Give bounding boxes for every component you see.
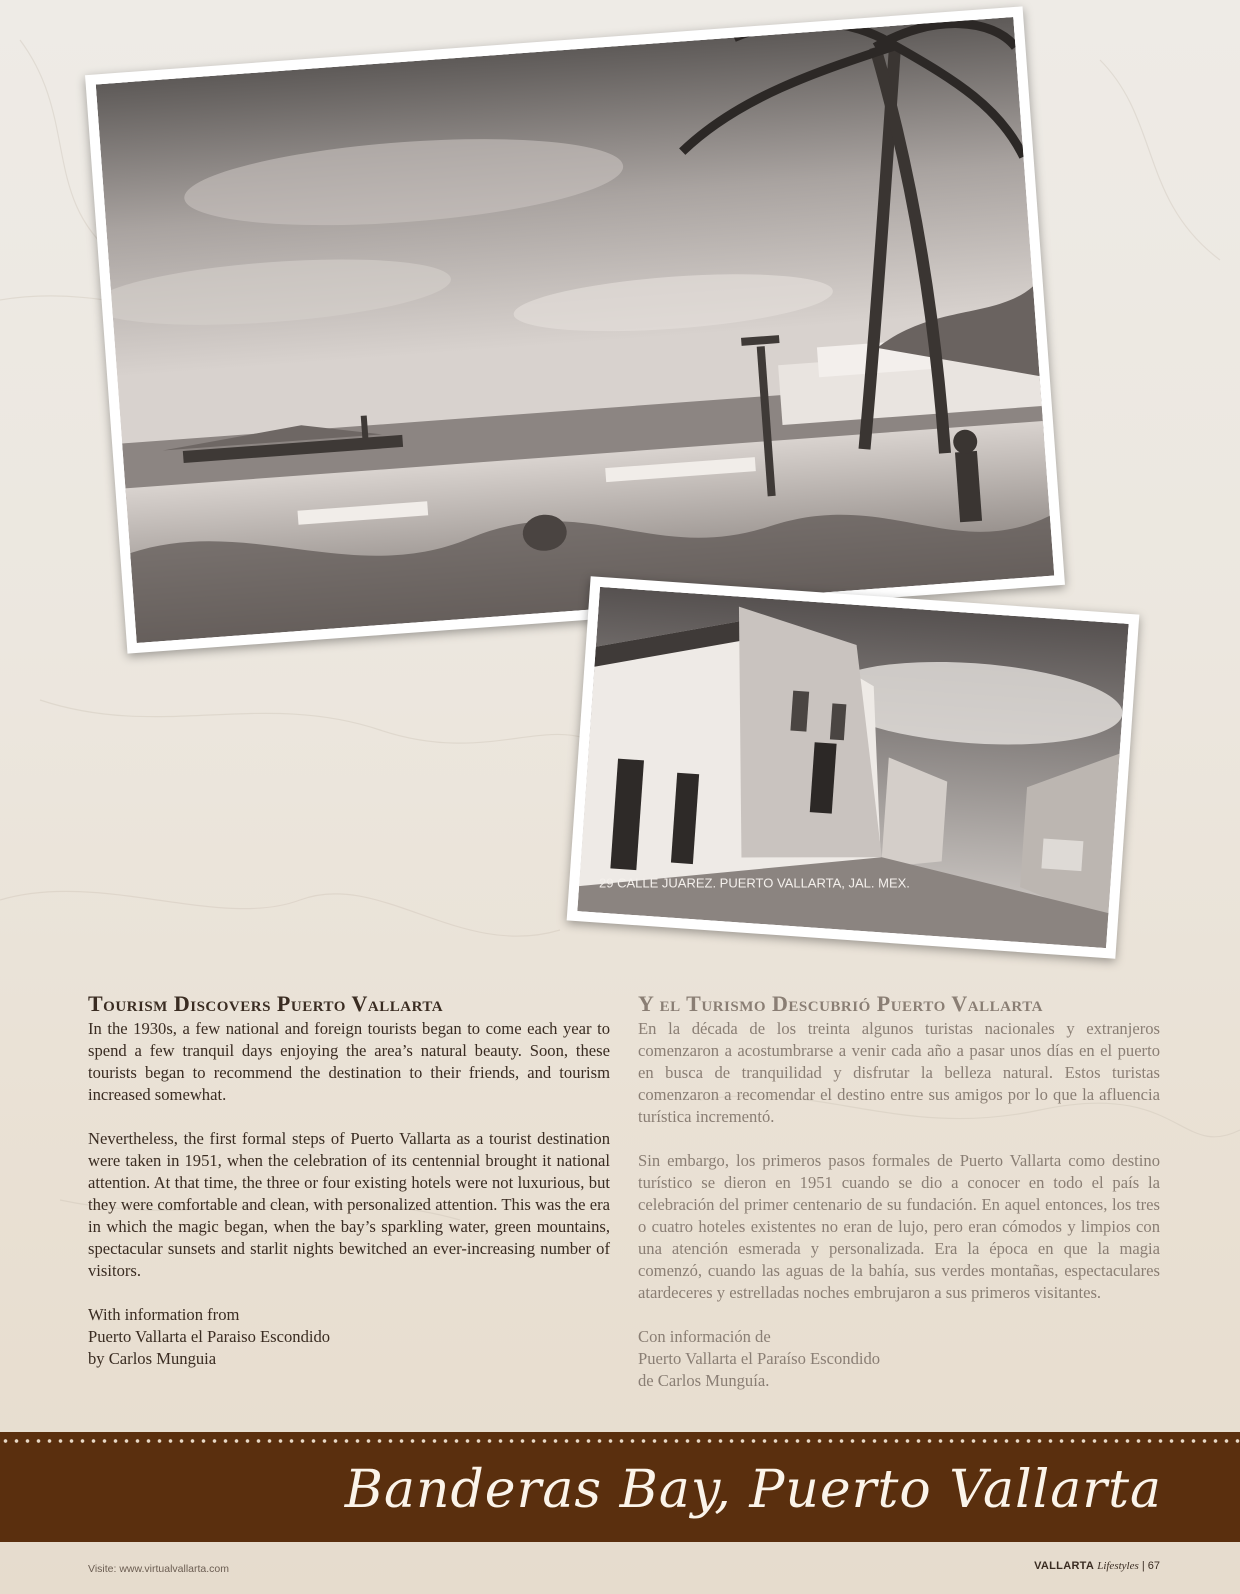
beach-photo — [85, 6, 1065, 653]
english-credit-line-2: Puerto Vallarta el Paraiso Escondido — [88, 1327, 331, 1346]
footer-title: Banderas Bay, Puerto Vallarta — [344, 1460, 1162, 1520]
spanish-credit-line-1: Con información de — [638, 1327, 771, 1346]
spanish-paragraph-1: En la década de los treinta algunos turistas nacionales y extranjeros comenzaron a acostumbrarse a venir cada año a pasar unos días en el puerto en busca de tranquilidad y disfrutar la belleza natural. Estos turistas comenzaron a recomendar el destino entre sus amigos por lo que la afluencia turística incrementó. — [638, 1019, 1160, 1126]
spanish-credit-line-2: Puerto Vallarta el Paraíso Escondido — [638, 1349, 881, 1368]
street-photo — [567, 576, 1140, 959]
spanish-column — [638, 992, 1160, 1392]
english-paragraph-2: Nevertheless, the first formal steps of Puerto Vallarta as a tourist destination were taken in 1951, when the celebration of its centennial brought it national attention. At that time, the three or four existing hotels were not luxurious, but they were comfortable and clean, with personalized attention. This was the era in which the magic began, when the bay’s sparkling water, green mountains, spectacular sunsets and starlit nights bewitched an ever-increasing number of visitors. — [88, 1129, 610, 1280]
beach-scene-illustration — [96, 17, 1055, 643]
spanish-paragraph-2: Sin embargo, los primeros pasos formales de Puerto Vallarta como destino turístico se dieron en 1951 cuando se dio a conocer en todo el país la celebración del primer centenario de su fundación. En aquel entonces, los tres o cuatro hoteles existentes no eran de lujo, pero eran cómodos y limpios con una atención esmerada y personalizada. Era la época en que la magia comenzó, cuando las aguas de la bahía, sus verdes montañas, espectaculares atardeceres y estrelladas noches embrujaron a sus primeros visitantes. — [638, 1151, 1160, 1302]
brand-separator: | — [1141, 1560, 1148, 1572]
english-credit-line-3: by Carlos Munguia — [88, 1349, 217, 1368]
page-number: 67 — [1147, 1560, 1160, 1572]
english-heading: Tourism Discovers Puerto Vallarta — [88, 991, 444, 1016]
photo-caption: 29 CALLE JUAREZ. PUERTO VALLARTA, JAL. MEX. — [599, 875, 910, 891]
street-scene-illustration — [577, 587, 1128, 948]
spanish-credit-line-3: de Carlos Munguía. — [638, 1371, 770, 1390]
dotted-divider — [0, 1438, 1240, 1444]
english-credit-line-1: With information from — [88, 1305, 240, 1324]
magazine-brand — [1034, 1560, 1160, 1572]
english-paragraph-1: In the 1930s, a few national and foreign tourists began to come each year to spend a few tranquil days enjoying the area’s natural beauty. Soon, these tourists began to recommend the destination to their friends, and tourism increased somewhat. — [88, 1019, 610, 1104]
visit-link[interactable]: Visite: www.virtualvallarta.com — [88, 1563, 230, 1575]
spanish-heading: Y el Turismo Descubrió Puerto Vallarta — [638, 991, 1043, 1016]
brand-tagline: Lifestyles — [1097, 1560, 1139, 1572]
brand-name: VALLARTA — [1034, 1560, 1095, 1572]
footer-band — [0, 1432, 1240, 1542]
english-column — [88, 992, 610, 1370]
